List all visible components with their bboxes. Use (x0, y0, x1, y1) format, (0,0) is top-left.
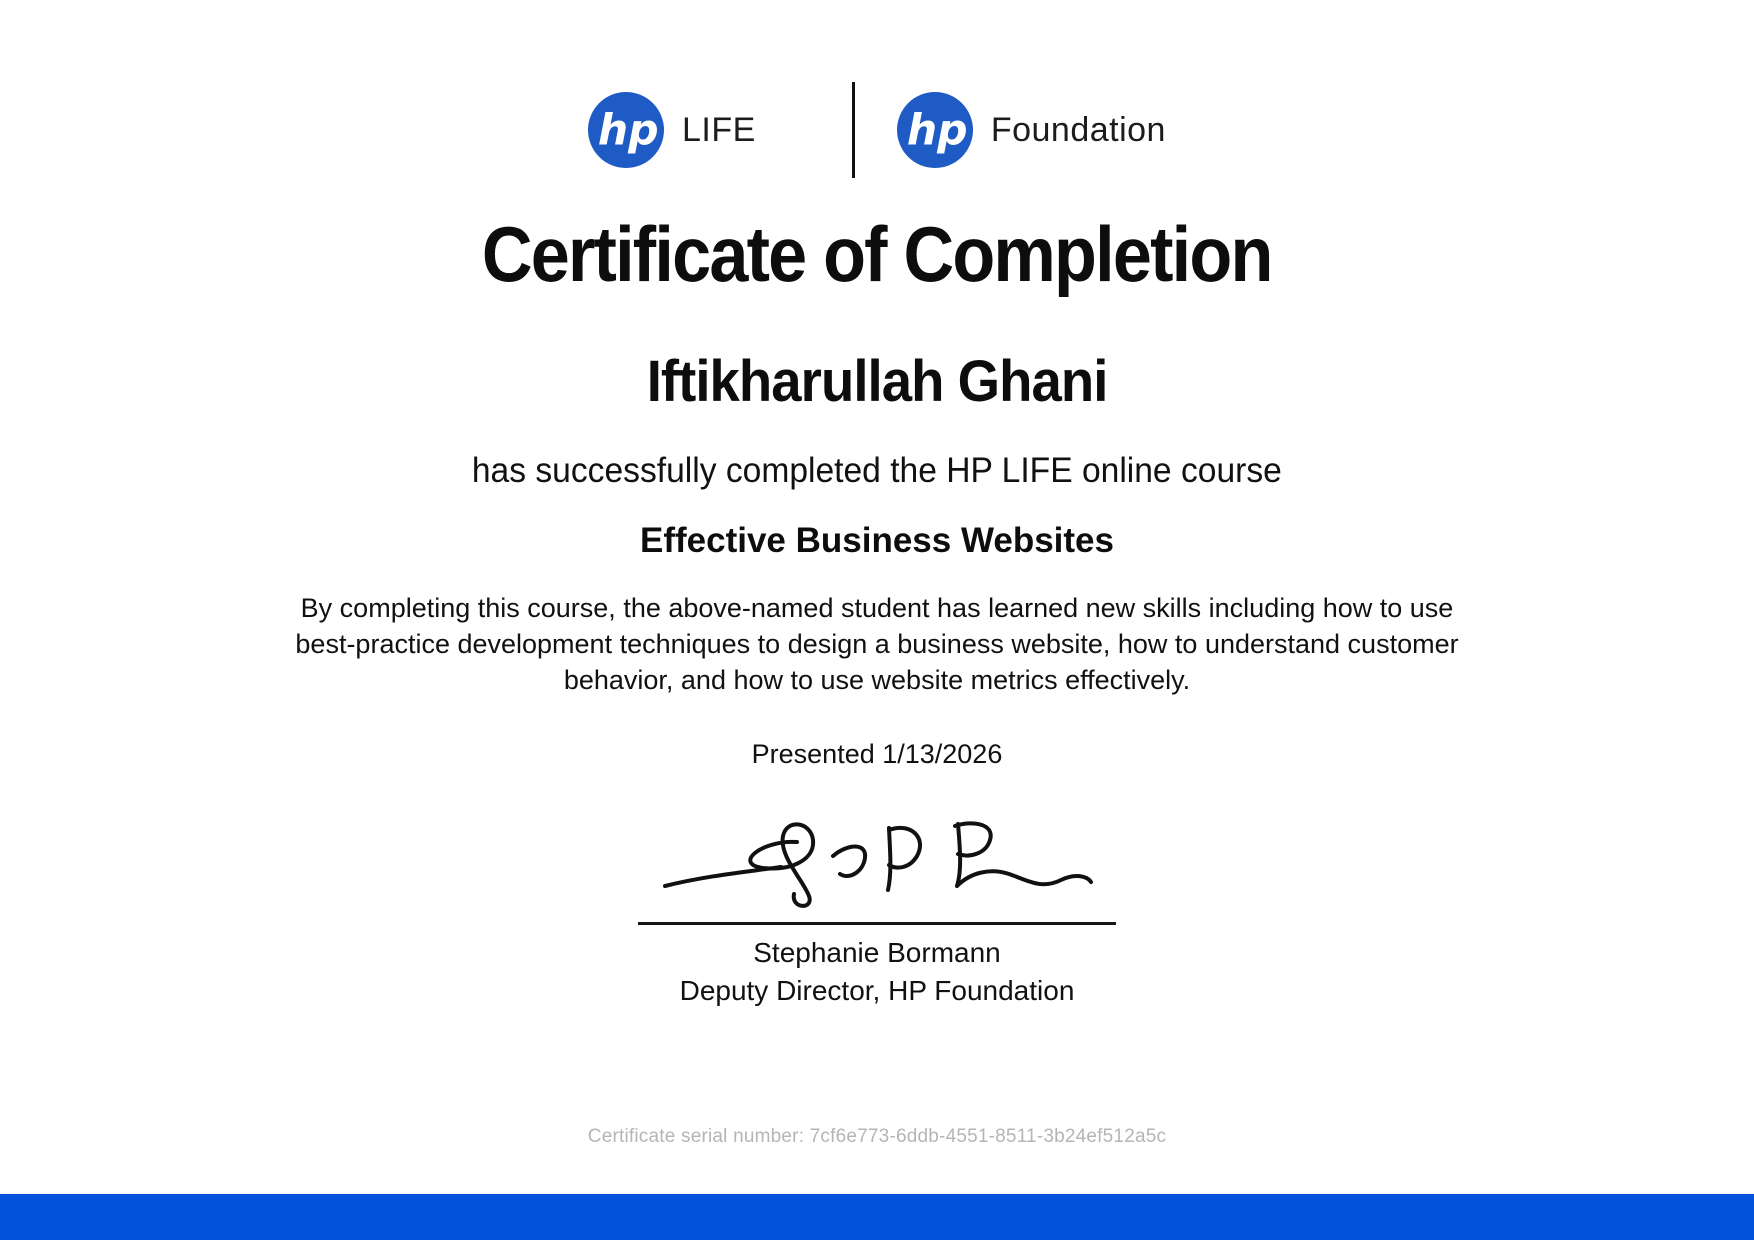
hp-foundation-label: Foundation (990, 110, 1166, 149)
hp-life-logo (588, 92, 756, 168)
header-logos (588, 82, 1166, 178)
certificate-title: Certificate of Completion (482, 210, 1272, 298)
course-title: Effective Business Websites (640, 520, 1114, 560)
certificate-serial-number: Certificate serial number: 7cf6e773-6ddb-4551-8511-3b24ef512a5c (587, 1126, 1167, 1147)
signature-block (638, 812, 1116, 1007)
bottom-accent-bar (0, 1194, 1754, 1240)
presented-date: Presented 1/13/2026 (751, 738, 1003, 769)
hp-logo-icon (588, 92, 664, 168)
signer-name: Stephanie Bormann (753, 936, 1001, 968)
recipient-name: Iftikharullah Ghani (646, 348, 1108, 414)
hp-logo-icon (897, 92, 973, 168)
hp-life-label: LIFE (682, 110, 756, 149)
hp-foundation-logo (897, 92, 1166, 168)
signature-image (657, 812, 1097, 912)
signer-title: Deputy Director, HP Foundation (679, 974, 1075, 1006)
completion-statement: has successfully completed the HP LIFE online course (472, 450, 1282, 490)
logo-divider (852, 82, 855, 178)
signature-line (638, 922, 1116, 925)
svg-text:hp: hp (906, 105, 968, 156)
course-description: By completing this course, the above-named student has learned new skills including how to use best-practice development techniques to design a business website, how to understand customer behavior, and how to use website metrics effectively. (295, 592, 1459, 695)
svg-text:hp: hp (597, 105, 659, 156)
